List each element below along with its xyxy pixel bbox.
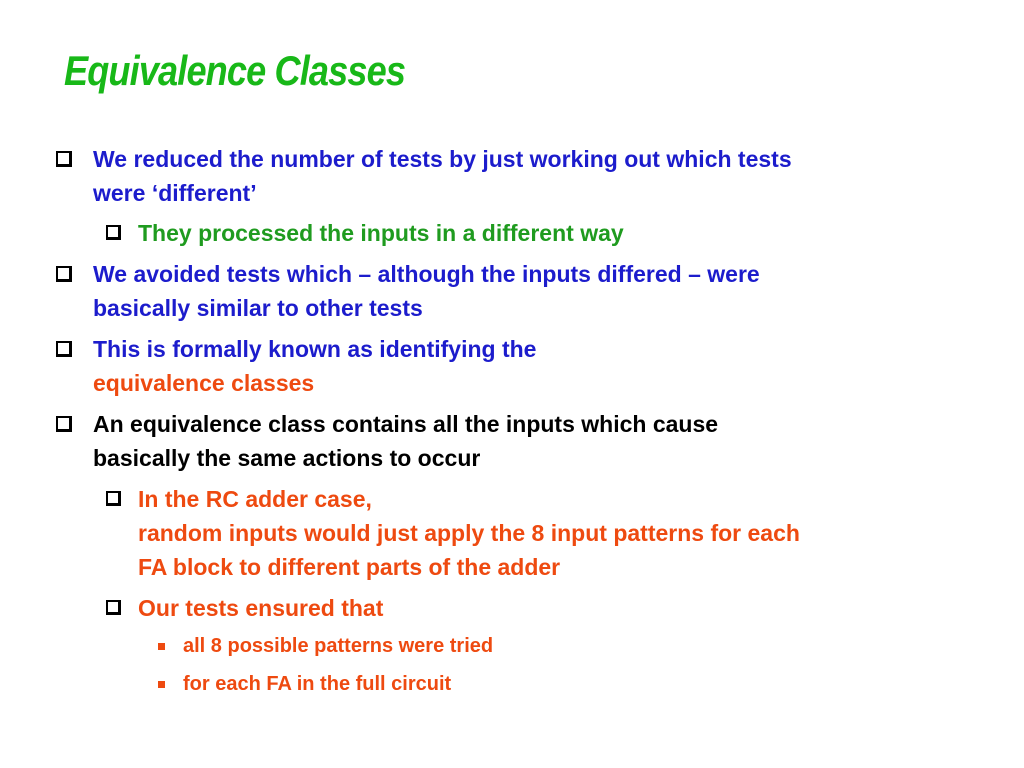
square-bullet-icon <box>158 643 165 650</box>
bullet-item-1 <box>56 142 996 210</box>
checkbox-bullet-icon <box>106 600 121 615</box>
bullet-item-2 <box>56 257 996 325</box>
sub-bullet-line: FA block to different parts of the adder <box>138 554 561 580</box>
checkbox-bullet-icon <box>56 416 72 432</box>
slide-title-text: Equivalence Classes <box>64 47 406 94</box>
sub-bullet-line: They processed the inputs in a different way <box>138 220 624 246</box>
checkbox-bullet-icon <box>56 151 72 167</box>
sub-bullet-line: Our tests ensured that <box>138 595 384 621</box>
bullet-line: This is formally known as identifying the <box>93 336 537 362</box>
sub-sub-bullet-item-2 <box>158 670 978 698</box>
bullet-line: We avoided tests which – although the inputs differed – were <box>93 261 760 287</box>
sub-sub-bullet-line: for each FA in the full circuit <box>183 673 452 695</box>
checkbox-bullet-icon <box>106 225 121 240</box>
highlighted-term: equivalence classes <box>93 370 315 396</box>
sub-bullet-line: random inputs would just apply the 8 input patterns for each <box>138 520 800 546</box>
bullet-line: basically the same actions to occur <box>93 445 481 471</box>
checkbox-bullet-icon <box>56 266 72 282</box>
bullet-line: We reduced the number of tests by just working out which tests <box>93 146 792 172</box>
bullet-item-3 <box>56 332 996 400</box>
square-bullet-icon <box>158 681 165 688</box>
sub-bullet-item-3 <box>106 591 986 625</box>
sub-bullet-item-2 <box>106 482 986 584</box>
sub-sub-bullet-item-1 <box>158 632 978 660</box>
sub-bullet-line: In the RC adder case, <box>138 486 372 512</box>
checkbox-bullet-icon <box>106 491 121 506</box>
checkbox-bullet-icon <box>56 341 72 357</box>
bullet-line: An equivalence class contains all the inputs which cause <box>93 411 719 437</box>
bullet-line: basically similar to other tests <box>93 295 423 321</box>
sub-sub-bullet-line: all 8 possible patterns were tried <box>183 635 494 657</box>
bullet-item-4 <box>56 407 996 475</box>
sub-bullet-item-1 <box>106 216 986 250</box>
bullet-line: were ‘different’ <box>93 180 257 206</box>
slide-title <box>64 47 406 94</box>
